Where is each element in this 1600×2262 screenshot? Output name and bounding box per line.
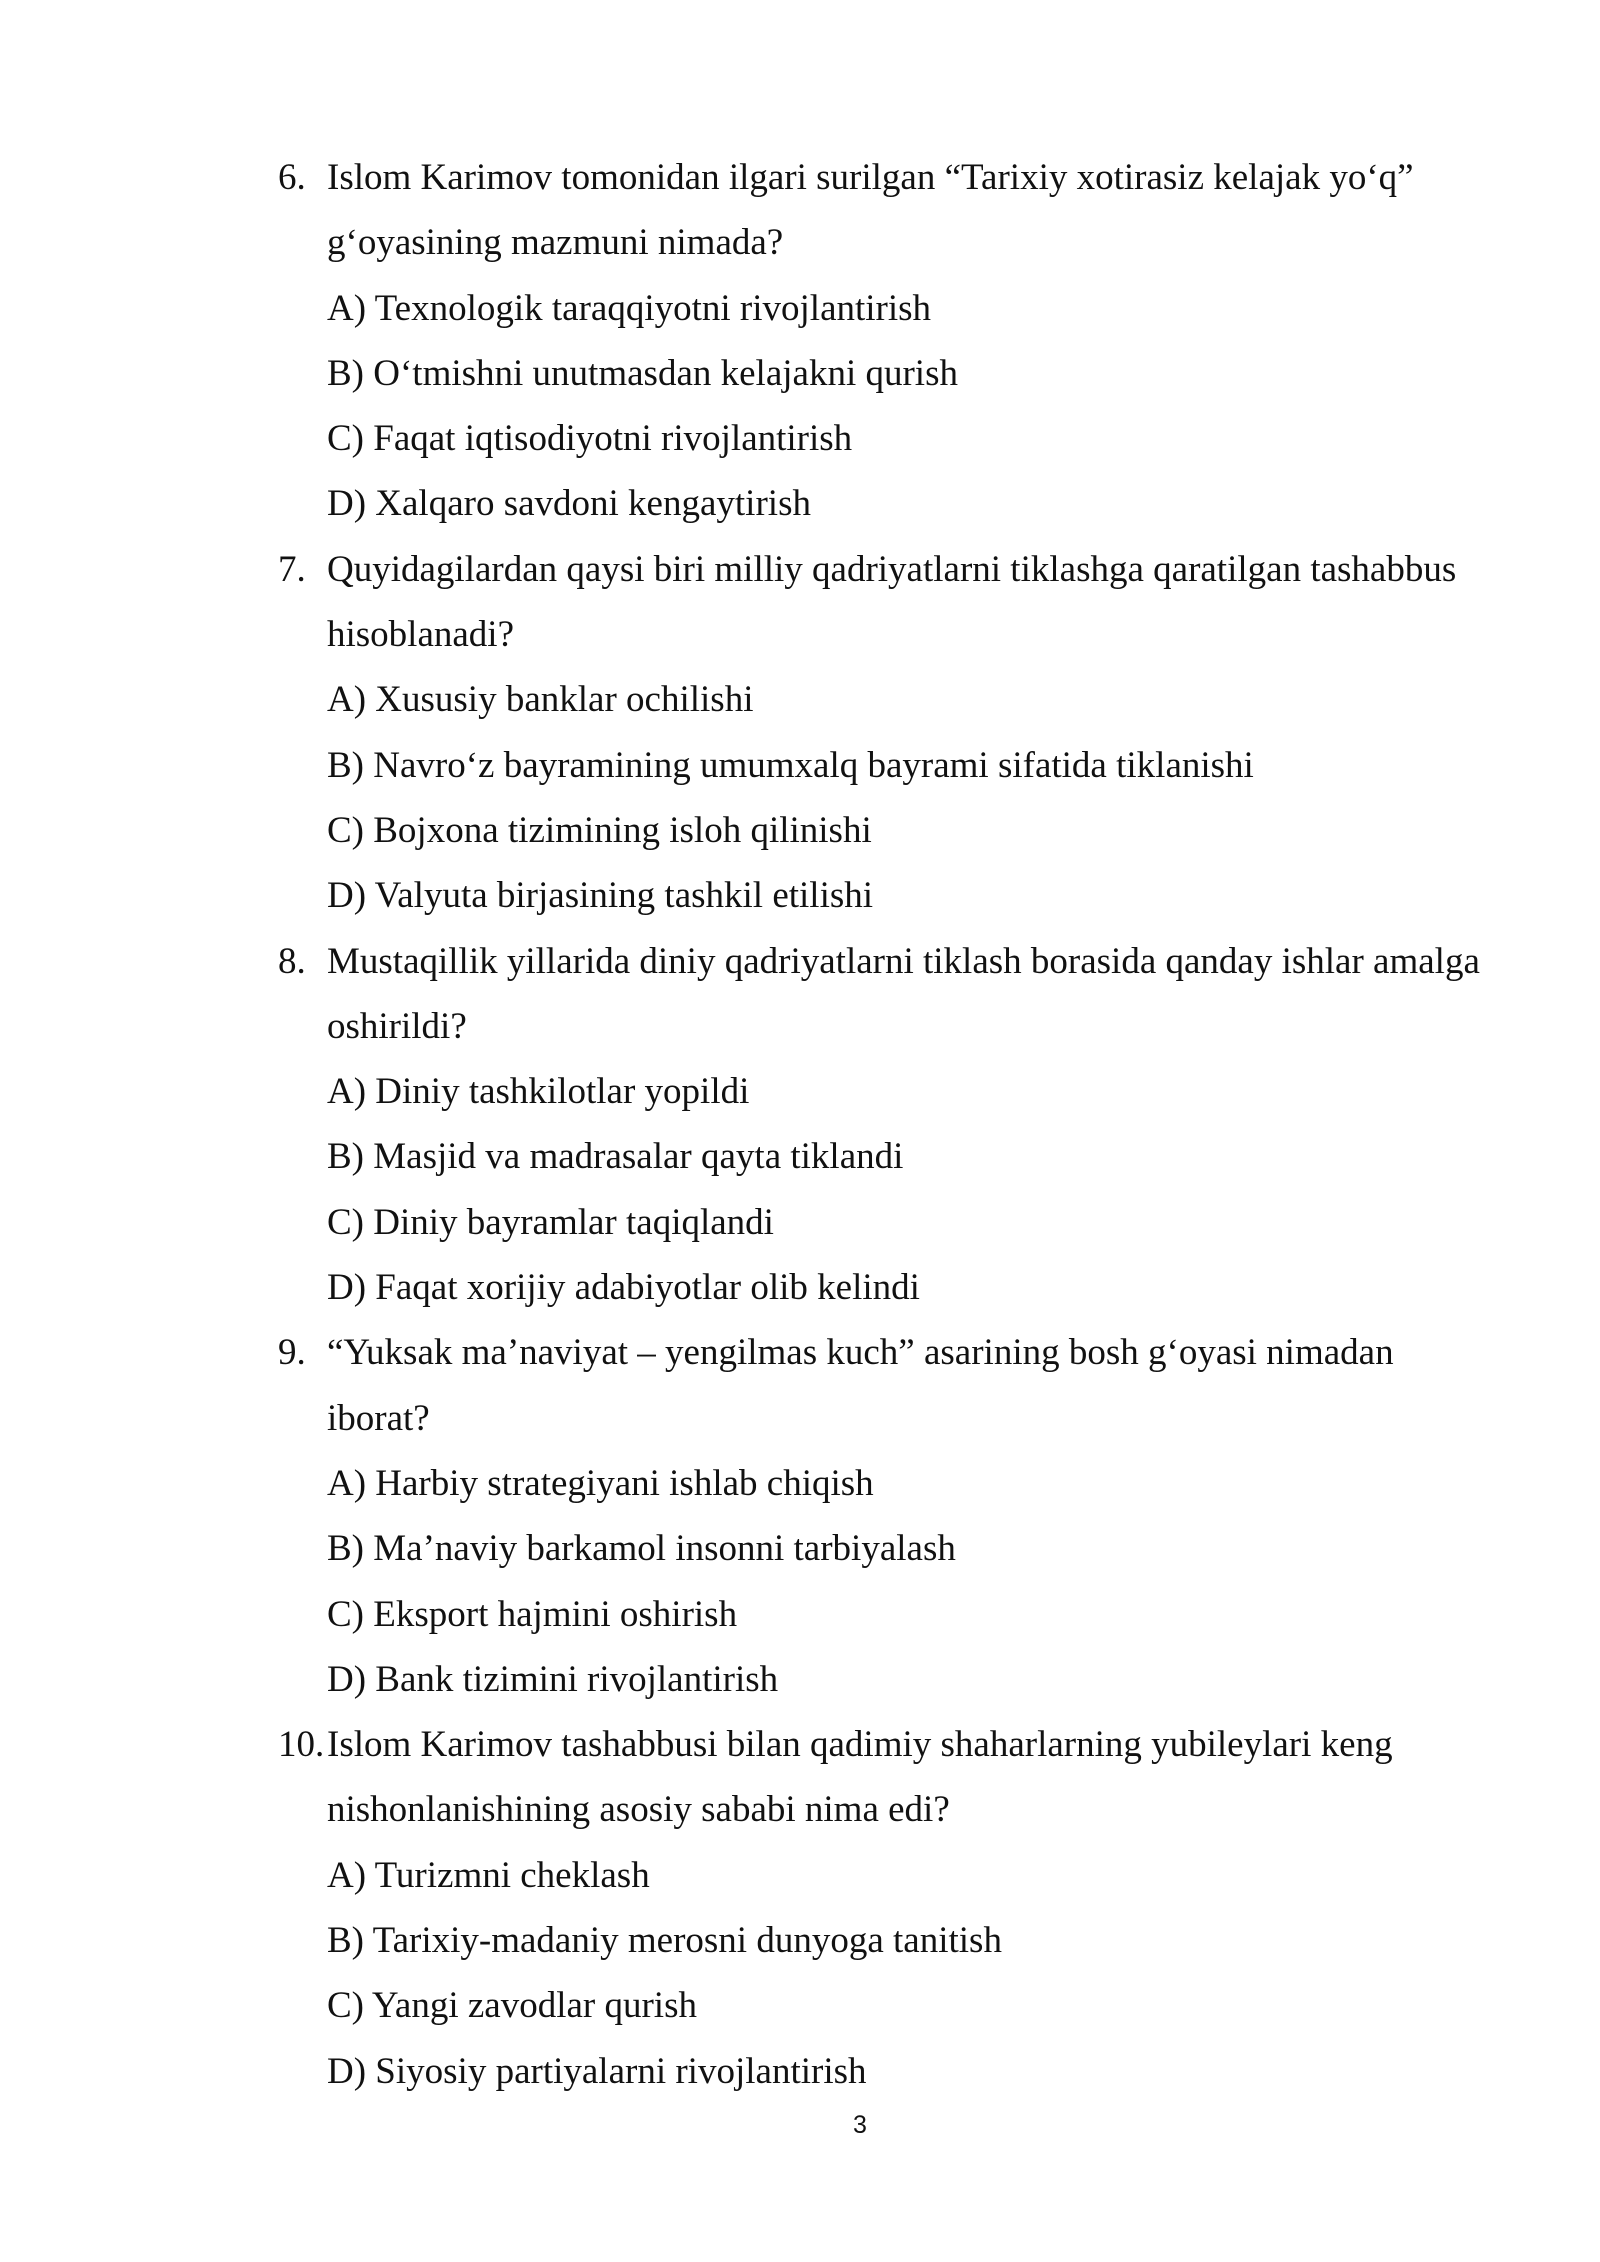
question-number: 7. [278,548,306,590]
answer-options [327,667,1498,928]
answer-option: B) Tarixiy-madaniy merosni dunyoga tanitish [327,1920,1002,1962]
answer-option: A) Harbiy strategiyani ishlab chiqish [327,1462,874,1504]
question-list [278,145,1498,2104]
question-number: 6. [278,157,306,198]
answer-option: C) Bojxona tizimining isloh qilinishi [327,809,872,851]
answer-option: B) Ma’naviy barkamol insonni tarbiyalash [327,1528,956,1570]
answer-option: B) O‘tmishni unutmasdan kelajakni qurish [327,352,958,394]
question-text: Islom Karimov tomonidan ilgari surilgan “Tarixiy xotirasiz kelajak yo‘q” g‘oyasining mazmuni nimada? [327,157,1414,264]
answer-options [327,1451,1498,1712]
question-item [278,537,1498,929]
answer-options [327,1059,1498,1320]
answer-option: D) Valyuta birjasining tashkil etilishi [327,875,874,917]
answer-option: D) Bank tizimini rivojlantirish [327,1658,779,1700]
answer-option: A) Xususiy banklar ochilishi [327,679,754,721]
question-text: Quyidagilardan qaysi biri milliy qadriyatlarni tiklashga qaratilgan tashabbus hisoblanadi? [327,548,1457,656]
question-item [278,145,1498,537]
answer-option: A) Diniy tashkilotlar yopildi [327,1071,750,1113]
answer-option: C) Faqat iqtisodiyotni rivojlantirish [327,418,853,460]
answer-option: B) Masjid va madrasalar qayta tiklandi [327,1136,904,1178]
answer-option: D) Siyosiy partiyalarni rivojlantirish [327,2050,867,2092]
answer-option: C) Yangi zavodlar qurish [327,1985,697,2027]
question-number: 9. [278,1332,306,1374]
question-number: 8. [278,940,306,982]
answer-options [327,276,1498,537]
answer-option: A) Turizmni cheklash [327,1854,650,1896]
question-text: Mustaqillik yillarida diniy qadriyatlarni tiklash borasida qanday ishlar amalga oshirildi? [327,940,1480,1047]
answer-option: D) Xalqaro savdoni kengaytirish [327,483,811,525]
question-text: “Yuksak ma’naviyat – yengilmas kuch” asarining bosh g‘oyasi nimadan iborat? [327,1332,1394,1439]
question-number: 10. [278,1724,325,1766]
answer-option: A) Texnologik taraqqiyotni rivojlantirish [327,287,932,329]
page-number: 3 [853,2111,867,2139]
question-item [278,1320,1498,1712]
question-item [278,1712,1498,2104]
question-text: Islom Karimov tashabbusi bilan qadimiy shaharlarning yubileylari keng nishonlanishining asosiy sababi nima edi? [327,1724,1393,1831]
question-item [278,929,1498,1321]
answer-options [327,1843,1498,2104]
answer-option: C) Diniy bayramlar taqiqlandi [327,1201,774,1243]
answer-option: C) Eksport hajmini oshirish [327,1593,738,1635]
answer-option: B) Navro‘z bayramining umumxalq bayrami sifatida tiklanishi [327,744,1254,786]
answer-option: D) Faqat xorijiy adabiyotlar olib kelindi [327,1267,920,1309]
